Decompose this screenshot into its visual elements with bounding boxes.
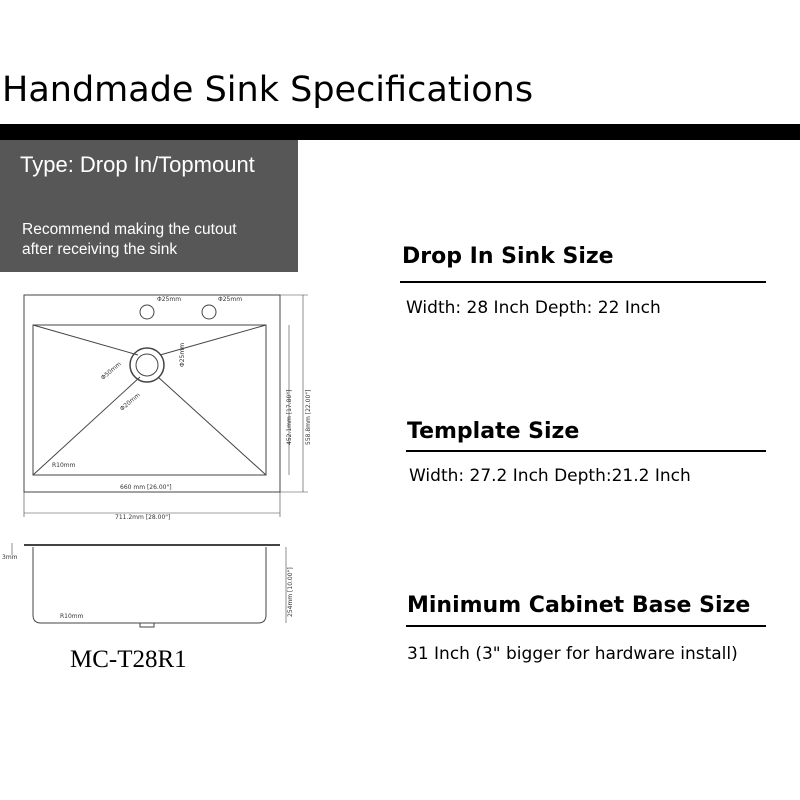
drop-in-size-value: Width: 28 Inch Depth: 22 Inch: [406, 298, 661, 318]
sink-type-label: Type: Drop In/Topmount: [20, 152, 255, 177]
cabinet-size-heading: Minimum Cabinet Base Size: [407, 593, 751, 618]
hole-right-label: Φ25mm: [218, 296, 243, 303]
slope-line: [158, 377, 266, 475]
slope-line: [33, 377, 140, 475]
drop-in-size-rule: [400, 281, 766, 283]
recommendation-line-1: Recommend making the cutout: [22, 221, 237, 238]
faucet-hole-right: [202, 305, 216, 319]
sink-technical-drawing: [0, 285, 340, 645]
side-depth-label: 254mm [10.00"]: [287, 567, 294, 617]
cutout-recommendation: [22, 220, 237, 260]
model-number: MC-T28R1: [70, 646, 187, 673]
side-drain: [140, 623, 154, 627]
recommendation-line-2: after receiving the sink: [22, 241, 178, 258]
template-size-rule: [406, 450, 766, 452]
template-size-heading: Template Size: [407, 419, 580, 444]
drain-inner: [136, 354, 158, 376]
side-basin: [33, 547, 266, 623]
outer-depth-label: 558.8mm [22.00"]: [305, 389, 312, 445]
inner-depth-label: 452.1mm [17.80"]: [286, 389, 293, 445]
slope-line: [33, 325, 138, 355]
drain-dia-label: Φ50mm: [99, 360, 123, 382]
cabinet-size-value: 31 Inch (3" bigger for hardware install): [407, 644, 738, 664]
type-box: [0, 140, 298, 272]
side-top-label: 3mm: [2, 554, 18, 561]
inner-width-label: 660 mm [26.00"]: [120, 484, 172, 491]
hole-left-label: Φ25mm: [157, 296, 182, 303]
slope-line: [160, 325, 266, 355]
drop-in-size-heading: Drop In Sink Size: [402, 244, 614, 269]
drain-outer: [130, 348, 164, 382]
cabinet-size-rule: [406, 625, 766, 627]
template-size-value: Width: 27.2 Inch Depth:21.2 Inch: [409, 466, 691, 486]
corner-radius-label: R10mm: [52, 462, 76, 469]
drain-depth-label: Φ25mm: [179, 342, 186, 367]
side-view: [12, 543, 286, 627]
drain-offset-label: Φ20mm: [118, 391, 142, 413]
page-title: Handmade Sink Specifications: [2, 70, 534, 110]
side-radius-label: R10mm: [60, 613, 84, 620]
outer-width-label: 711.2mm [28.00"]: [115, 514, 171, 521]
faucet-hole-left: [140, 305, 154, 319]
title-divider-bar: [0, 124, 800, 140]
